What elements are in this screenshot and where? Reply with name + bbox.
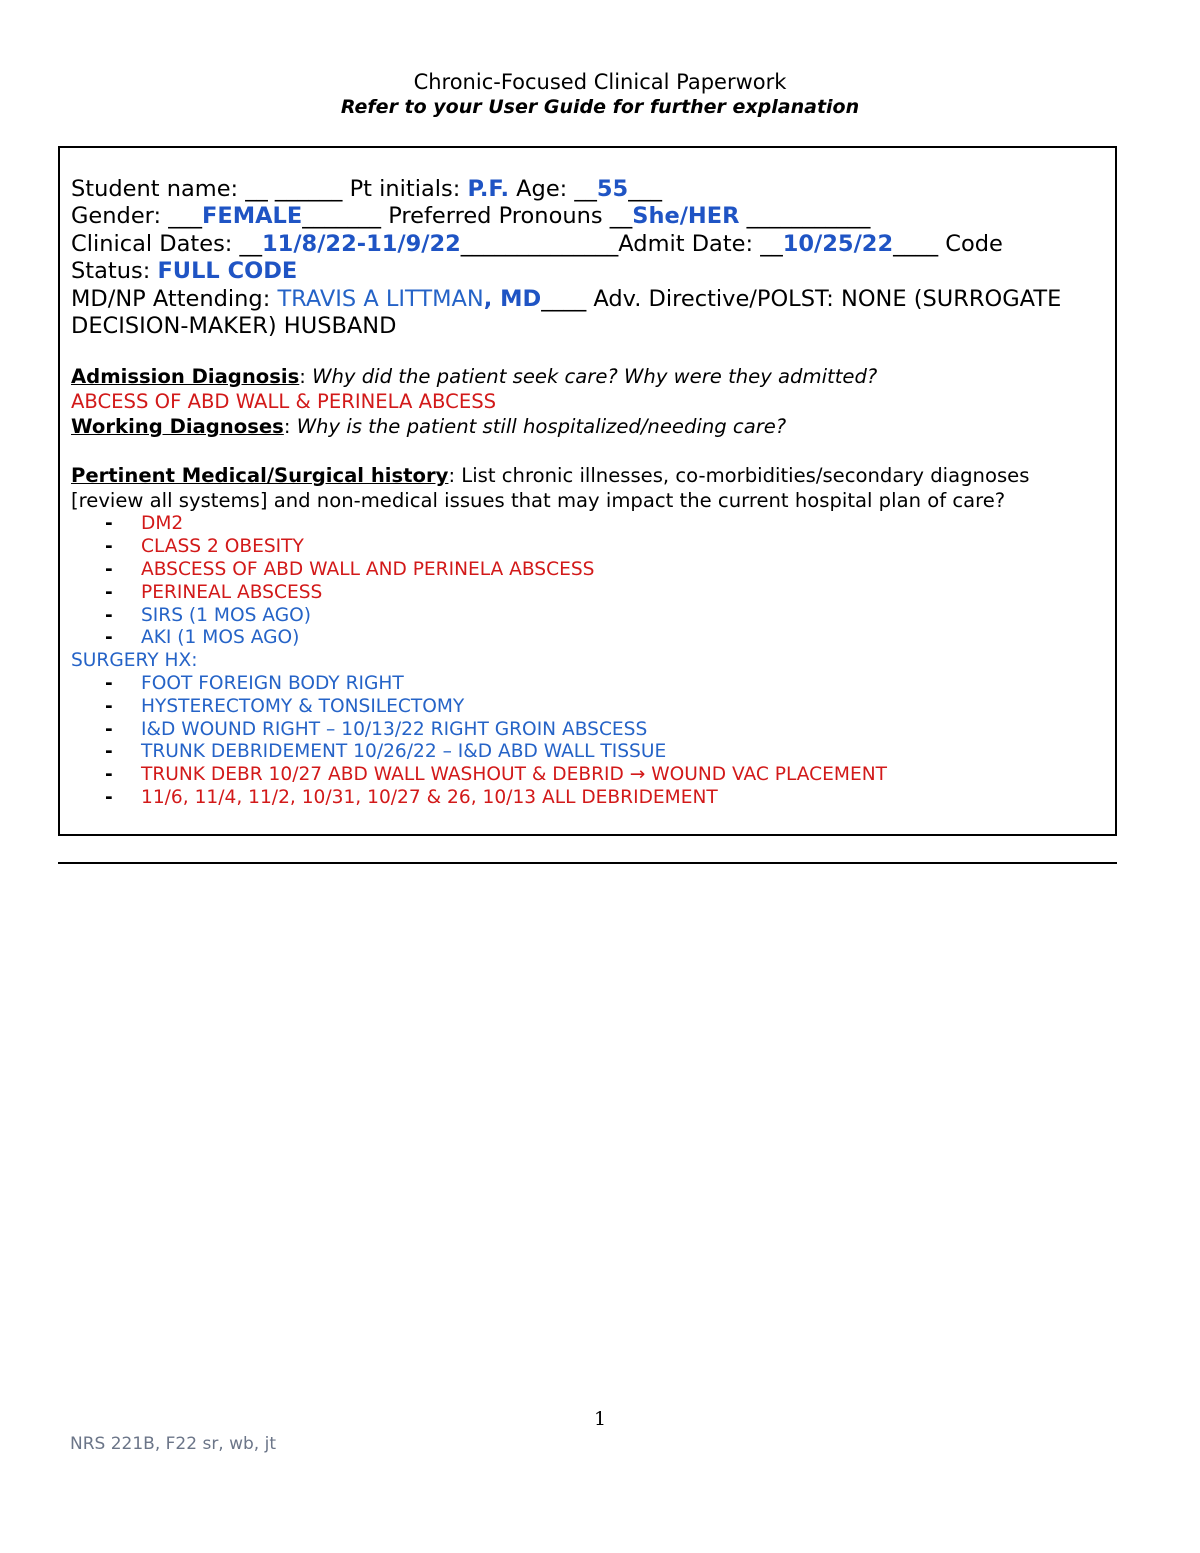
surgery-history-list [71,673,1105,810]
list-item-text: I&D WOUND RIGHT – 10/13/22 RIGHT GROIN ABSCESS [141,718,648,740]
list-item-text: DM2 [141,513,184,535]
admit-date-value: 10/25/22 [782,230,894,257]
dash-bullet: - [105,673,113,695]
list-item [71,764,1105,787]
list-item [71,627,1105,650]
gender-line [71,203,1105,230]
gender-label: Gender: ___ [71,203,203,230]
clinical-dates-tail: ______________ [460,230,619,257]
attending-label: MD/NP Attending: [71,285,278,312]
dash-bullet: - [105,536,113,558]
list-item [71,582,1105,605]
dash-bullet: - [105,513,113,535]
list-item [71,696,1105,719]
list-item-text: ABSCESS OF ABD WALL AND PERINELA ABSCESS [141,559,595,581]
dash-bullet: - [105,695,113,717]
attending-value: TRAVIS A LITTMAN [277,285,484,312]
code-status-value: FULL CODE [157,258,298,285]
history-line: Pertinent Medical/Surgical history: List chronic illnesses, co-morbidities/secondary diagnoses [review all systems] and non-medical issues that may impact the current hospital plan of care? [71,464,1030,513]
admission-line: Admission Diagnosis: Why did the patient seek care? Why were they admitted? [71,365,878,389]
list-item-text: TRUNK DEBR 10/27 ABD WALL WASHOUT & DEBRID → WOUND VAC PLACEMENT [141,764,887,786]
list-item [71,513,1105,536]
clinical-dates-value: 11/8/22-11/9/22 [262,230,461,257]
admission-title: Admission Diagnosis [71,365,300,389]
dash-bullet: - [105,741,113,763]
history-section [71,463,1105,809]
pt-initials-label: Pt initials: [349,176,468,202]
course-note: NRS 221B, F22 sr, wb, jt [70,1434,277,1454]
document-subtitle: Refer to your User Guide for further explanation [340,96,860,118]
admission-section [71,364,1105,439]
surgery-label: SURGERY HX: [71,650,198,672]
working-line: Working Diagnoses: Why is the patient still hospitalized/needing care? [71,415,787,439]
admit-date-tail: ____ Code [893,230,1003,257]
directive-value: NONE (SURROGATE DECISION-MAKER) HUSBAND [71,285,1062,340]
attending-suffix: , MD [483,285,542,312]
admission-answer: ABCESS OF ABD WALL & PERINELA ABCESS [71,390,497,414]
student-name-line [71,176,1105,203]
list-item-text: TRUNK DEBRIDEMENT 10/26/22 – I&D ABD WALL TISSUE [141,741,667,763]
dash-bullet: - [105,604,113,626]
dates-line [71,231,1105,258]
dash-bullet: - [105,764,113,786]
list-item [71,673,1105,696]
list-item [71,559,1105,582]
dash-bullet: - [105,581,113,603]
pronouns-tail: ___________ [739,203,871,230]
list-item [71,787,1105,810]
document-header [0,70,1200,120]
directive-label: Adv. Directive/POLST: [593,285,841,312]
age-label: Age: __ [509,176,597,202]
list-item-text: SIRS (1 MOS AGO) [141,604,311,626]
list-item [71,536,1105,559]
list-item-text: PERINEAL ABSCESS [141,581,323,603]
code-status-label: Status: [71,258,158,285]
list-item [71,741,1105,764]
document-title: Chronic-Focused Clinical Paperwork [413,70,787,94]
attending-tail: ____ [541,285,594,312]
patient-fields [71,176,1105,340]
working-question: Why is the patient still hospitalized/needing care? [296,415,787,439]
page-number: 1 [593,1408,607,1430]
list-item-text: 11/6, 11/4, 11/2, 10/31, 10/27 & 26, 10/13 ALL DEBRIDEMENT [141,787,718,808]
history-title: Pertinent Medical/Surgical history [71,464,449,488]
student-name-value: __ ______ [238,176,350,202]
pronouns-value: She/HER [632,203,740,230]
history-question: List chronic illnesses, co-morbidities/secondary diagnoses [review all systems] and non-medical issues that may impact the current hospital plan of care? [71,464,1030,513]
list-item-text: FOOT FOREIGN BODY RIGHT [141,673,404,695]
list-item [71,605,1105,628]
dash-bullet: - [105,627,113,649]
dash-bullet: - [105,718,113,740]
admit-date-label: Admit Date: __ [618,230,783,257]
gender-value: FEMALE [202,203,303,230]
dash-bullet: - [105,559,113,581]
list-item [71,719,1105,742]
pt-initials-value: P.F. [467,176,509,202]
patient-info-box [58,146,1117,836]
list-item-text: AKI (1 MOS AGO) [141,627,300,649]
list-item-text: CLASS 2 OBESITY [141,536,304,558]
age-value: 55 [596,176,629,202]
student-name-label: Student name: [71,176,239,202]
list-item-text: HYSTERECTOMY & TONSILECTOMY [141,695,465,717]
working-title: Working Diagnoses [71,415,284,439]
dash-bullet: - [105,787,113,808]
code-status-line [71,258,1105,285]
gender-tail: _______ [302,203,389,230]
admission-question: Why did the patient seek care? Why were they admitted? [312,365,878,389]
clinical-dates-label: Clinical Dates: __ [71,230,263,257]
attending-line [71,286,1105,341]
medical-history-list [71,513,1105,650]
age-tail: ___ [628,176,662,202]
pronouns-label: Preferred Pronouns __ [388,203,633,230]
horizontal-rule [58,862,1117,864]
